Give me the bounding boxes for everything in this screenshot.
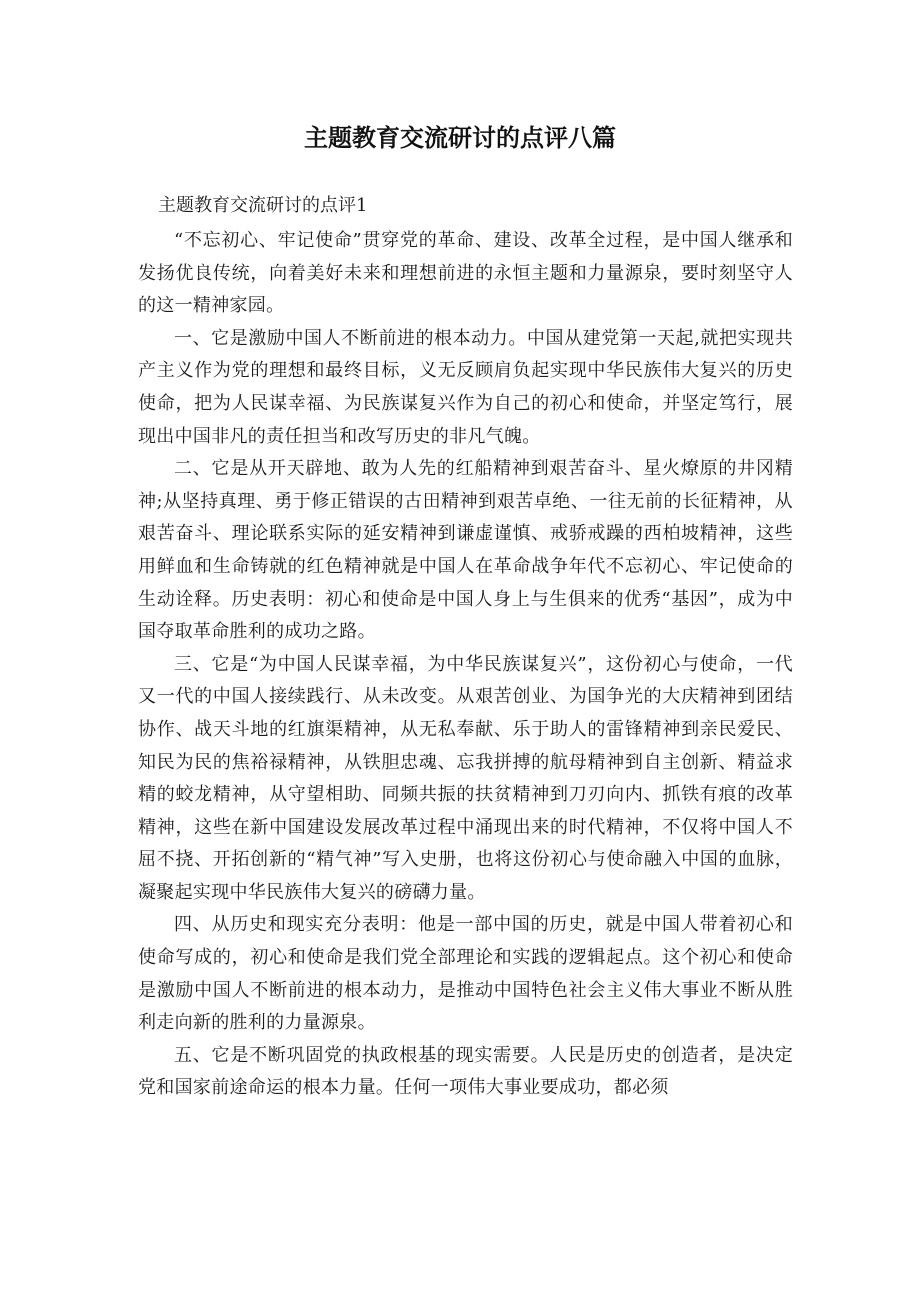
paragraph-point-1: 一、它是激励中国人不断前进的根本动力。中国从建党第一天起,就把实现共产主义作为党的理想和最终目标，义无反顾肩负起实现中华民族伟大复兴的历史使命，把为人民谋幸福、为民族谋复兴作为自己的初心和使命，并坚定笃行，展现出中国非凡的责任担当和改写历史的非凡气魄。: [138, 327, 793, 447]
paragraph-point-5: 五、它是不断巩固党的执政根基的现实需要。人民是历史的创造者，是决定党和国家前途命运的根本力量。任何一项伟大事业要成功，都必须: [138, 1044, 793, 1099]
paragraph-point-3: 三、它是“为中国人民谋幸福，为中华民族谋复兴”，这份初心与使命，一代又一代的中国人接续践行、从未改变。从艰苦创业、为国争光的大庆精神到团结协作、战天斗地的红旗渠精神，从无私奉献、乐于助人的雷锋精神到亲民爱民、知民为民的焦裕禄精神，从铁胆忠魂、忘我拼搏的航母精神到自主创新、精益求精的蛟龙精神，从守望相助、同频共振的扶贫精神到刀刃向内、抓铁有痕的改革精神，这些在新中国建设发展改革过程中涌现出来的时代精神，不仅将中国人不屈不挠、开拓创新的“精气神”写入史册，也将这份初心与使命融入中国的血脉，凝聚起实现中华民族伟大复兴的磅礴力量。: [138, 653, 793, 903]
paragraph-intro: “不忘初心、牢记使命”贯穿党的革命、建设、改革全过程，是中国人继承和发扬优良传统，向着美好未来和理想前进的永恒主题和力量源泉，要时刻坚守人的这一精神家园。: [138, 230, 793, 317]
paragraph-point-2: 二、它是从开天辟地、敢为人先的红船精神到艰苦奋斗、星火燎原的井冈精神;从坚持真理、勇于修正错误的古田精神到艰苦卓绝、一往无前的长征精神，从艰苦奋斗、理论联系实际的延安精神到谦虚谨慎、戒骄戒躁的西柏坡精神，这些用鲜血和生命铸就的红色精神就是中国人在革命战争年代不忘初心、牢记使命的生动诠释。历史表明：初心和使命是中国人身上与生俱来的优秀“基因”，成为中国夺取革命胜利的成功之路。: [138, 458, 793, 643]
document-title: 主题教育交流研讨的点评八篇: [304, 124, 616, 152]
document-body: [138, 225, 793, 1105]
paragraph-point-4: 四、从历史和现实充分表明：他是一部中国的历史，就是中国人带着初心和使命写成的，初心和使命是我们党全部理论和实践的逻辑起点。这个初心和使命是激励中国人不断前进的根本动力，是推动中国特色社会主义伟大事业不断从胜利走向新的胜利的力量源泉。: [138, 914, 793, 1034]
section-heading: 主题教育交流研讨的点评1: [158, 195, 368, 216]
